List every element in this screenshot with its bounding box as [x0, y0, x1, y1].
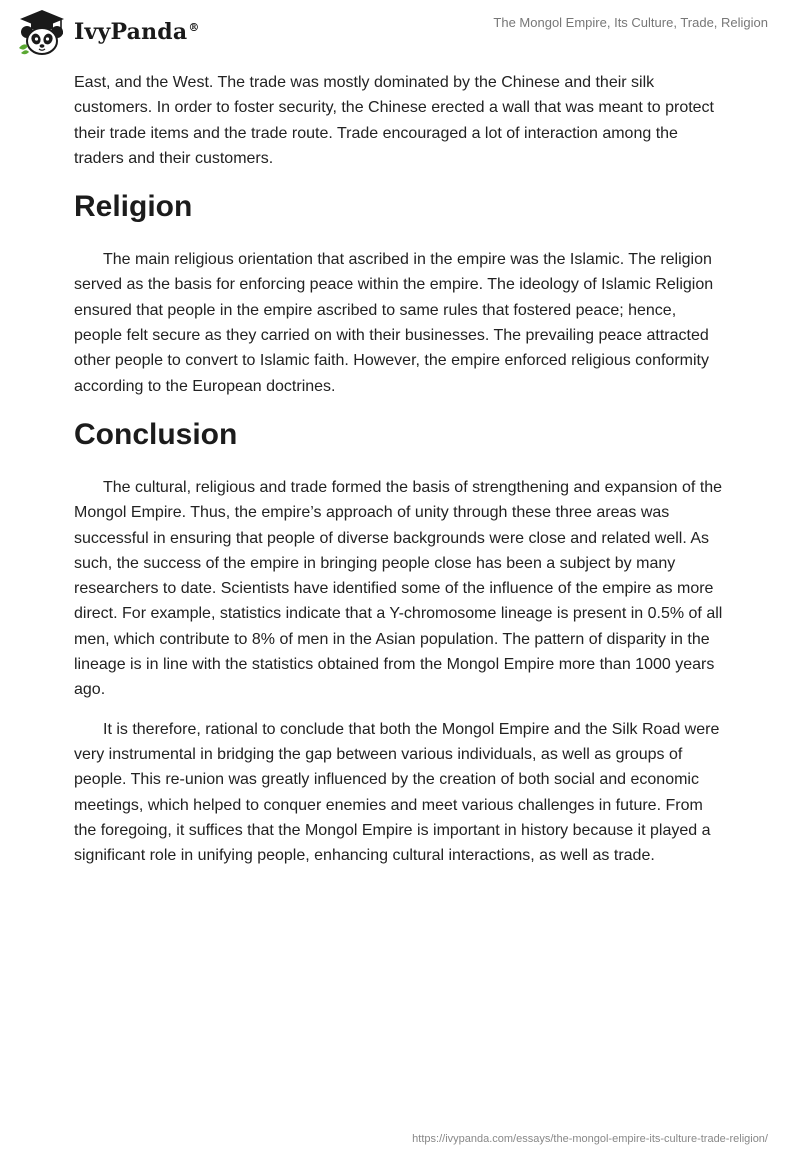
conclusion-paragraph-1: The cultural, religious and trade formed the basis of strengthening and expansion of the Mongol Empire. Thus, the empire’s approach of unity through these three areas was successful in ensuring that people of diverse backgrounds were close and related well. As such, the success of the empire in bringing people close has been a subject by many researchers to date. Scientists have identified some of the influence of the empire as more direct. For example, statistics indicate that a Y-chromosome lineage is present in 0.5% of all men, which contribute to 8% of men in the Asian population. The pattern of disparity in the lineage is in line with the statistics obtained from the Mongol Empire more than 1000 years ago.: [74, 478, 723, 699]
registered-mark: ®: [188, 20, 200, 34]
brand-logo[interactable]: [16, 8, 200, 56]
page-header: [0, 0, 800, 60]
document-title: The Mongol Empire, Its Culture, Trade, Religion: [493, 15, 768, 30]
source-url[interactable]: https://ivypanda.com/essays/the-mongol-empire-its-culture-trade-religion/: [412, 1133, 768, 1145]
section-heading-religion: Religion: [74, 190, 193, 224]
essay-body: [74, 70, 726, 882]
conclusion-paragraph-2: It is therefore, rational to conclude that both the Mongol Empire and the Silk Road were very instrumental in bridging the gap between various individuals, as well as groups of people. This re-union was greatly influenced by the creation of both social and economic meetings, which helped to conquer enemies and meet various challenges in future. From the foregoing, it suffices that the Mongol Empire is important in history because it played a significant role in unifying people, enhancing cultural interactions, as well as trade.: [74, 720, 720, 865]
brand-name: IvyPanda®: [74, 19, 200, 45]
religion-paragraph: The main religious orientation that ascribed in the empire was the Islamic. The religion served as the basis for enforcing peace within the empire. The ideology of Islamic Religion ensured that people in the empire ascribed to same rules that fostered peace; hence, people felt secure as they carried on with their businesses. The prevailing peace attracted other people to convert to Islamic faith. However, the empire enforced religious conformity according to the European doctrines.: [74, 251, 714, 395]
panda-graduation-cap-icon: [16, 8, 68, 56]
intro-paragraph: East, and the West. The trade was mostly dominated by the Chinese and their silk customers. In order to foster security, the Chinese erected a wall that was meant to protect their trade items and the trade route. Trade encouraged a lot of interaction among the traders and their customers.: [74, 74, 714, 167]
section-heading-conclusion: Conclusion: [74, 417, 238, 451]
